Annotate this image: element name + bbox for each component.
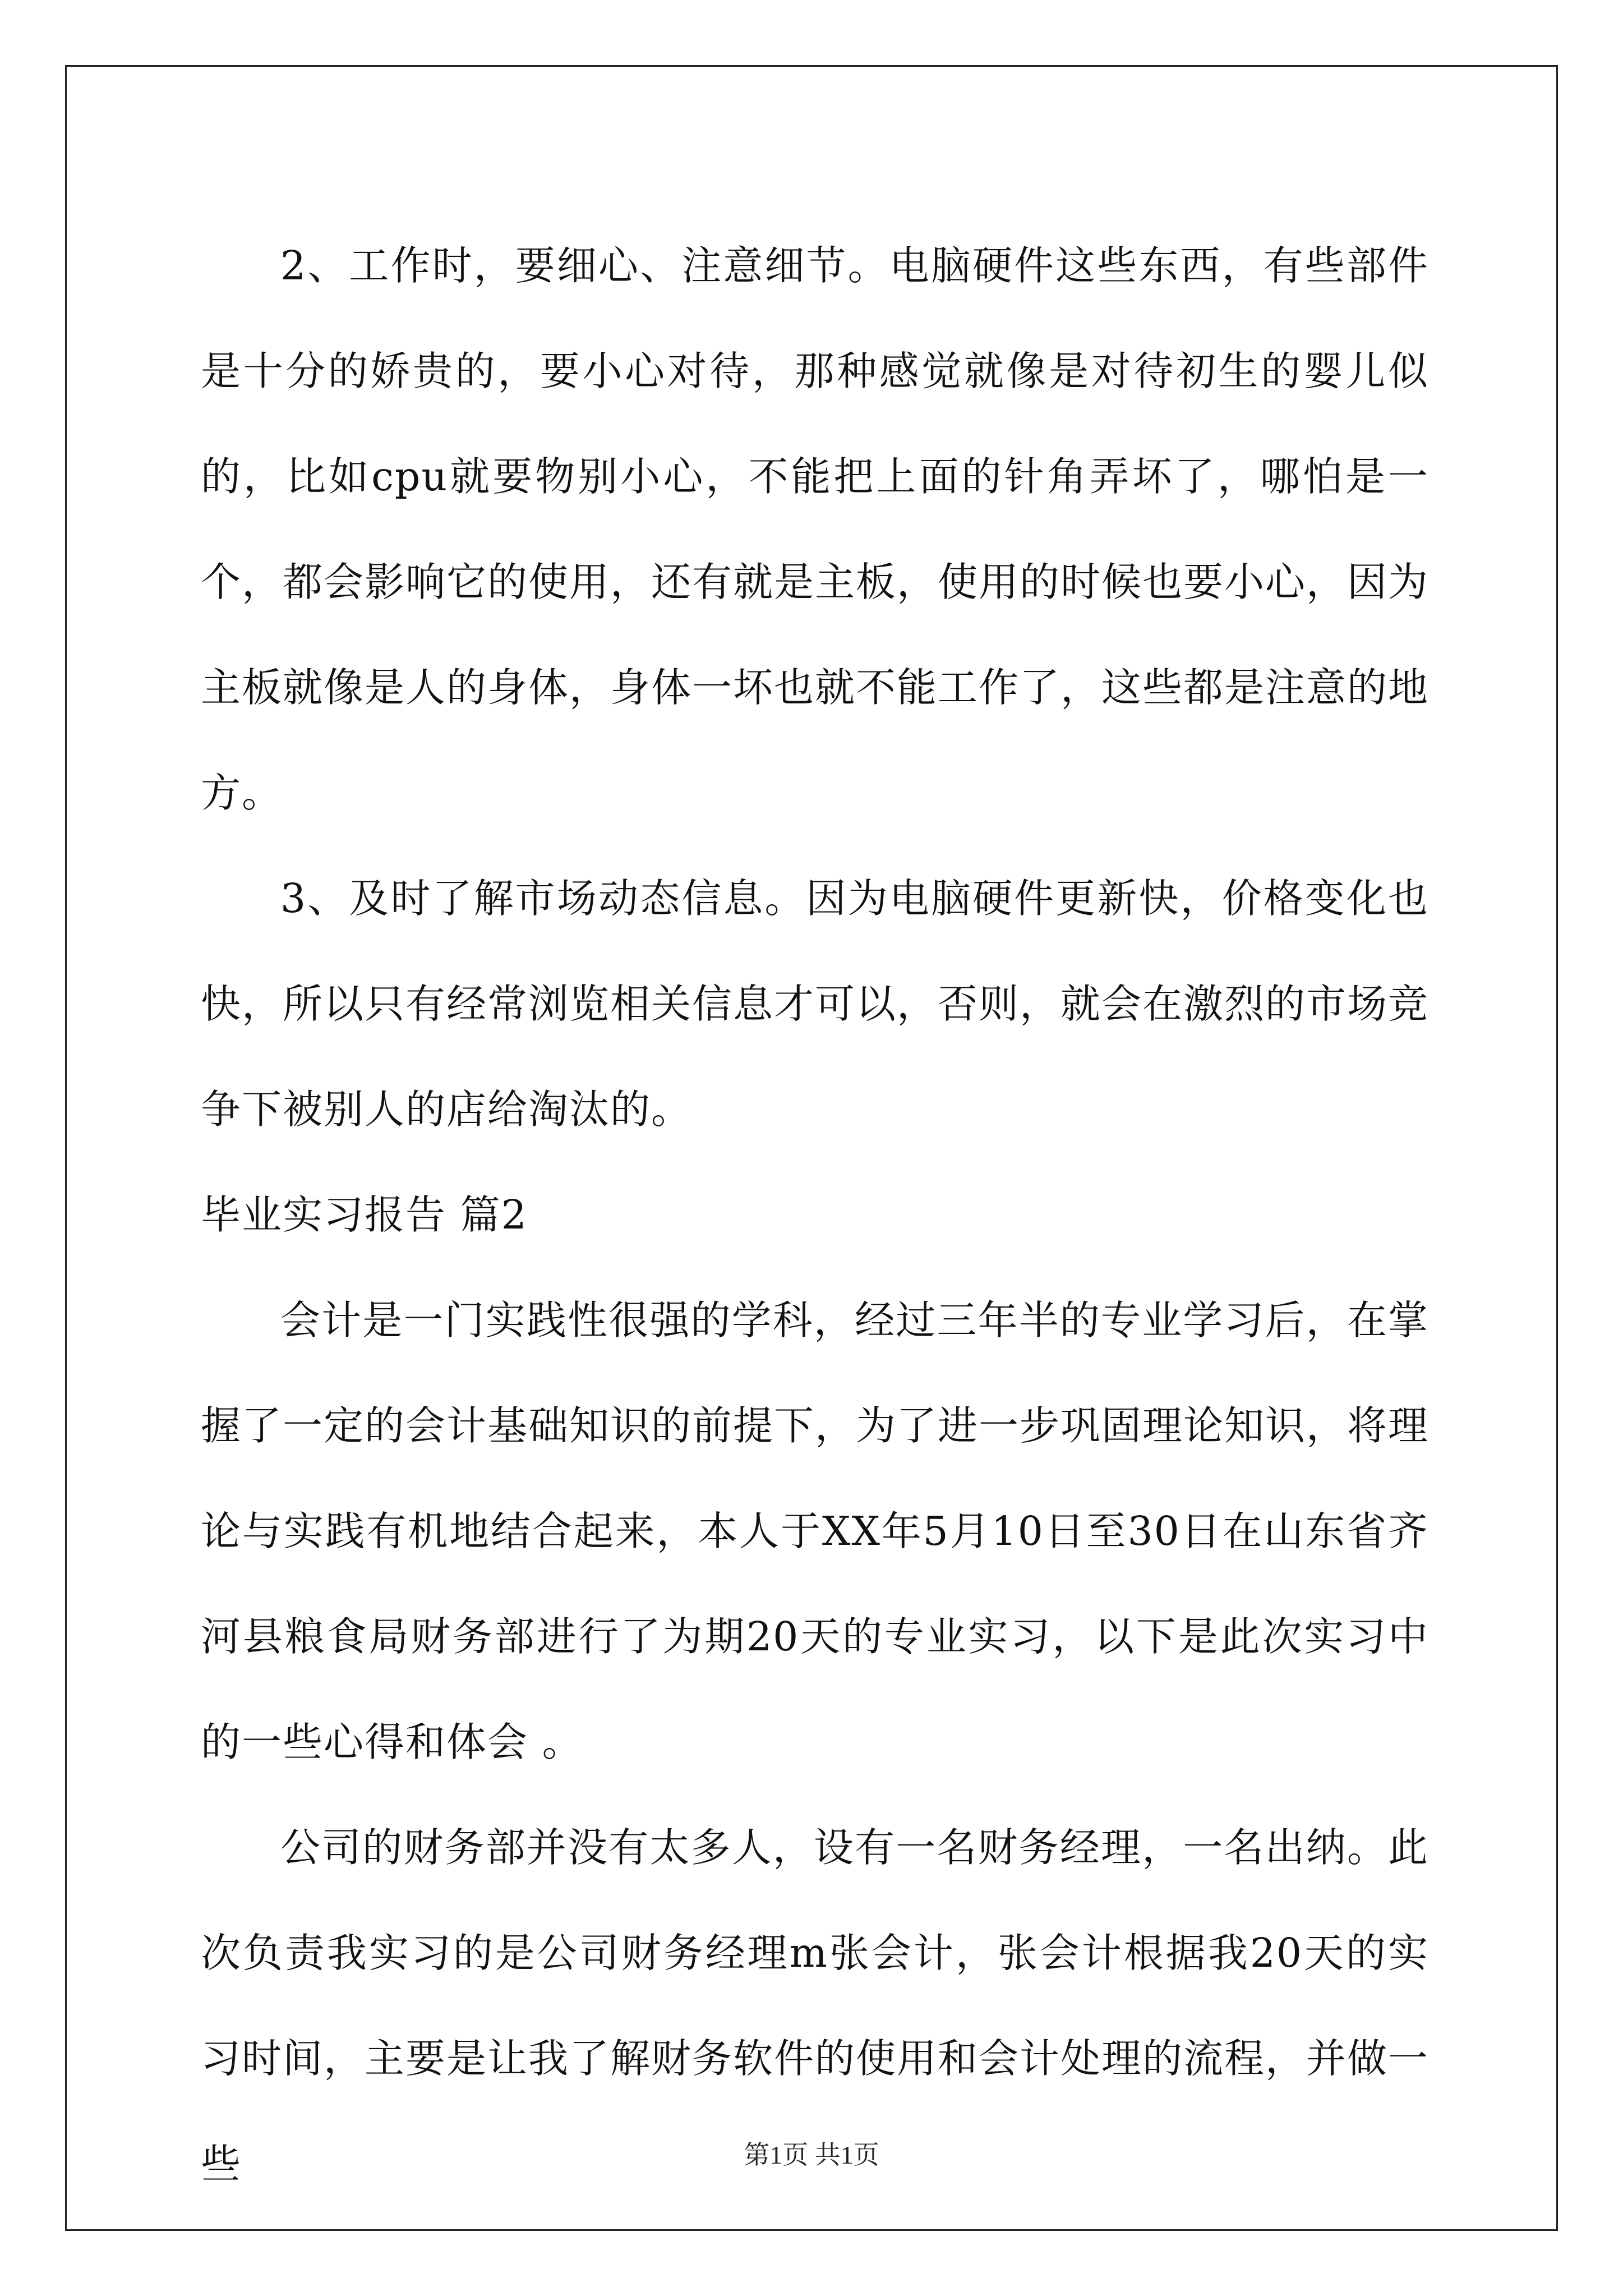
paragraph-hardware-care: 2、工作时，要细心、注意细节。电脑硬件这些东西，有些部件是十分的娇贵的，要小心对待，那种感觉就像是对待初生的婴儿似的，比如cpu就要物别小心，不能把上面的针角弄坏了，哪怕是一个，都会影响它的使用，还有就是主板，使用的时候也要小心，因为主板就像是人的身体，身体一坏也就不能工作了，这些都是注意的地方。: [201, 242, 1430, 816]
document-body: [201, 213, 1429, 2217]
paragraph-market-info: 3、及时了解市场动态信息。因为电脑硬件更新快，价格变化也快，所以只有经常浏览相关信息才可以，否则，就会在激烈的市场竞争下被别人的店给淘汰的。: [201, 875, 1430, 1133]
paragraph-finance-department: 公司的财务部并没有太多人，设有一名财务经理，一名出纳。此次负责我实习的是公司财务经理m张会计，张会计根据我20天的实习时间，主要是让我了解财务软件的使用和会计处理的流程，并做一些: [201, 1824, 1430, 2187]
paragraph-accounting-intro: 会计是一门实践性很强的学科，经过三年半的专业学习后，在掌握了一定的会计基础知识的前提下，为了进一步巩固理论知识，将理论与实践有机地结合起来，本人于XX年5月10日至30日在山东省齐河县粮食局财务部进行了为期20天的专业实习，以下是此次实习中的一些心得和体会 。: [201, 1297, 1430, 1765]
section-heading: 毕业实习报告 篇2: [201, 1191, 528, 1238]
page-number-footer: 第1页 共1页: [744, 2141, 879, 2169]
